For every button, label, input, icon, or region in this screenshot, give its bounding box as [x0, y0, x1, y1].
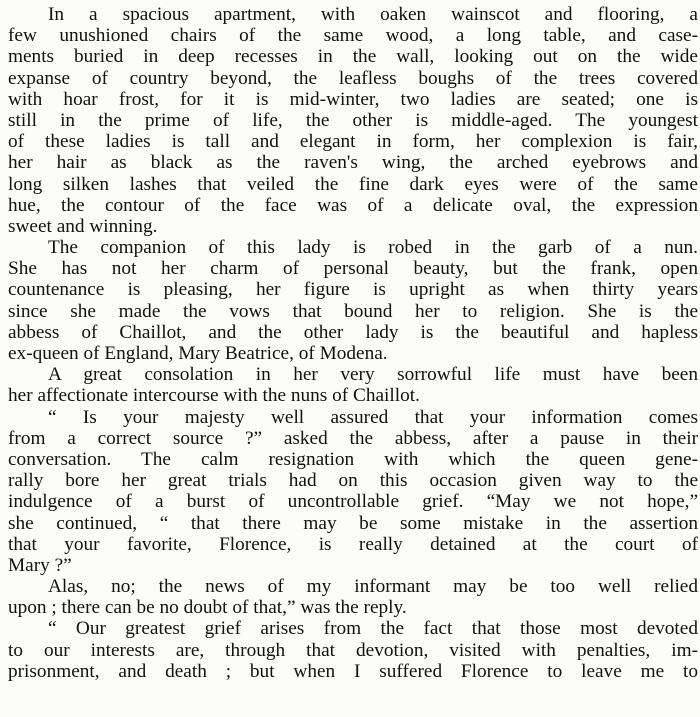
text-line: long silken lashes that veiled the fine dark eyes were of the same	[8, 173, 698, 195]
text-line: to our interests are, through that devotion, visited with penalties, im-	[8, 639, 698, 661]
text-line: sweet and winning.	[8, 215, 158, 237]
text-line: She has not her charm of personal beauty, but the frank, open	[8, 258, 698, 280]
text-line: Mary ?”	[8, 554, 72, 576]
text-line: indulgence of a burst of uncontrollable grief. “May we not hope,”	[8, 491, 698, 513]
text-line: hue, the contour of the face was of a delicate oval, the expression	[8, 194, 698, 216]
text-line: her affectionate intercourse with the nuns of Chaillot.	[8, 385, 420, 407]
text-line: ex-queen of England, Mary Beatrice, of Modena.	[8, 343, 388, 364]
text-line: countenance is pleasing, her figure is upright as when thirty years	[8, 279, 698, 301]
text-line: still in the prime of life, the other is middle-aged. The youngest	[8, 109, 698, 131]
text-line: expanse of country beyond, the leafless boughs of the trees covered	[8, 67, 698, 89]
text-line: “ Our greatest grief arises from the fact that those most devoted	[48, 618, 698, 640]
text-line: that your favorite, Florence, is really detained at the court of	[8, 533, 698, 555]
text-line: abbess of Chaillot, and the other lady is the beautiful and hapless	[8, 321, 698, 343]
text-line: of these ladies is tall and elegant in form, her complexion is fair,	[8, 131, 698, 153]
text-column	[8, 4, 698, 682]
text-line: few unushioned chairs of the same wood, a long table, and case-	[8, 25, 698, 47]
text-line: A great consolation in her very sorrowful life must have been	[48, 364, 698, 386]
text-line: conversation. The calm resignation with which the queen gene-	[8, 448, 698, 470]
text-line: prisonment, and death ; but when I suffered Florence to leave me to	[8, 660, 698, 682]
text-line: since she made the vows that bound her to religion. She is the	[8, 300, 698, 322]
text-line: In a spacious apartment, with oaken wainscot and flooring, a	[48, 4, 698, 25]
text-line: The companion of this lady is robed in the garb of a nun.	[48, 237, 698, 259]
text-line: her hair as black as the raven's wing, the arched eyebrows and	[8, 152, 698, 174]
text-line: rally bore her great trials had on this occasion given way to the	[8, 470, 698, 492]
text-line: with hoar frost, for it is mid-winter, two ladies are seated; one is	[8, 88, 698, 110]
text-line: “ Is your majesty well assured that your information comes	[48, 406, 698, 428]
text-line: upon ; there can be no doubt of that,” was the reply.	[8, 597, 407, 619]
text-line: ments buried in deep recesses in the wall, looking out on the wide	[8, 46, 698, 68]
text-line: Alas, no; the news of my informant may be too well relied	[48, 576, 698, 598]
text-line: she continued, “ that there may be some mistake in the assertion	[8, 512, 698, 534]
text-line: from a correct source ?” asked the abbess, after a pause in their	[8, 427, 698, 449]
